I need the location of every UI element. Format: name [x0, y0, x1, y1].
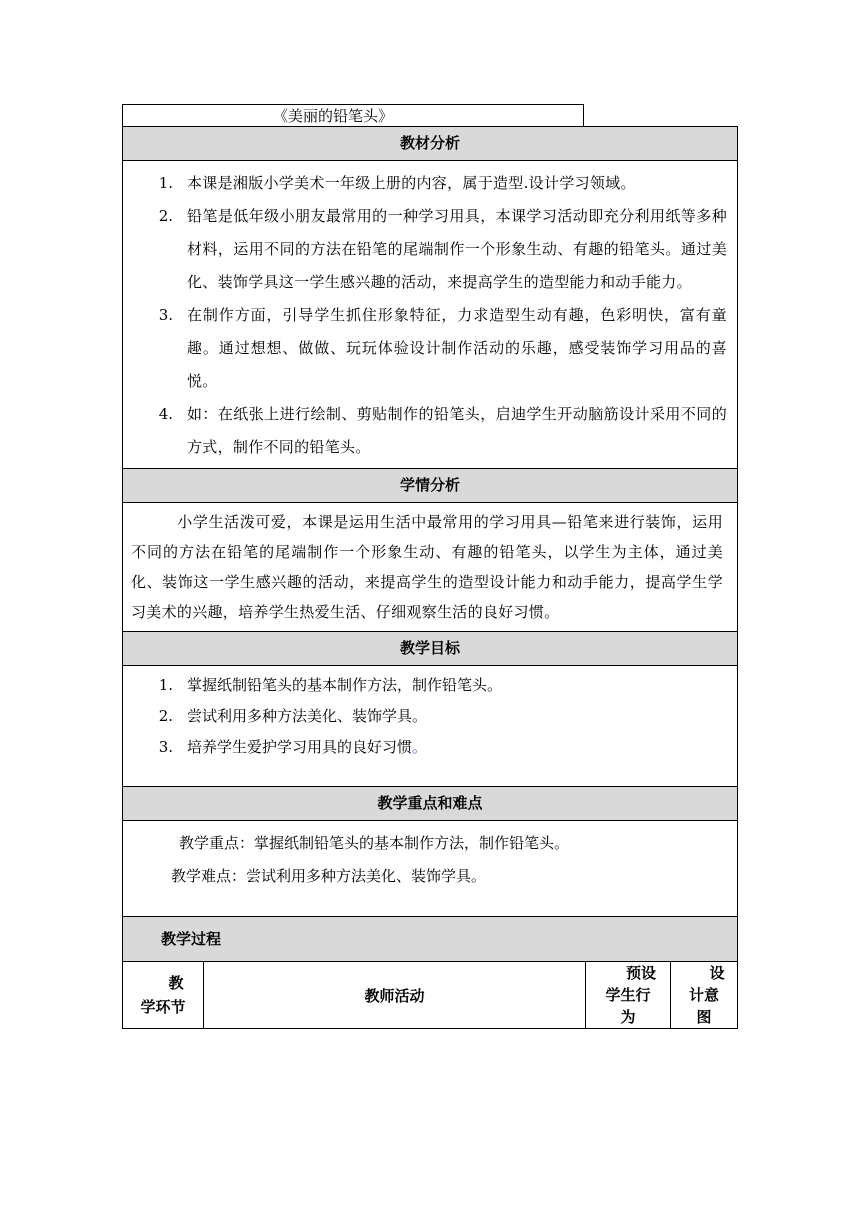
- list-item: [123, 732, 727, 763]
- teaching-goals: [123, 666, 737, 787]
- item-text: 本课是湘版小学美术一年级上册的内容，属于造型.设计学习领域。: [187, 174, 636, 192]
- section-header-learner: 学情分析: [123, 469, 737, 503]
- list-item: [123, 670, 727, 701]
- lesson-plan-table: [122, 126, 738, 1029]
- item-text: 掌握纸制铅笔头的基本制作方法，制作铅笔头。: [187, 676, 503, 694]
- item-number: 4.: [158, 405, 173, 423]
- column-student-line: 为: [620, 1008, 636, 1026]
- column-student-line: 学生行: [605, 986, 651, 1004]
- table-header-row: [123, 962, 737, 1028]
- section-header-goals: 教学目标: [123, 632, 737, 666]
- item-text: 培养学生爱护学习用具的良好习惯: [187, 738, 413, 756]
- section-header-material: 教材分析: [123, 127, 737, 161]
- item-text: 铅笔是低年级小朋友最常用的一种学习用具，本课学习活动即充分利用纸等多种材料，运用不同的方法在铅笔的尾端制作一个形象生动、有趣的铅笔头。通过美化、装饰学具这一学生感兴趣的活动，来提高学生的造型能力和动手能力。: [187, 207, 727, 291]
- list-item: [123, 200, 727, 299]
- list-item: [123, 398, 727, 464]
- teaching-difficulty: 教学难点：尝试利用多种方法美化、装饰学具。: [171, 867, 487, 885]
- column-stage-line: 学环节: [140, 998, 186, 1016]
- list-item: [123, 299, 727, 398]
- item-text: 如：在纸张上进行绘制、剪贴制作的铅笔头，启迪学生开动脑筋设计采用不同的方式，制作不同的铅笔头。: [187, 405, 727, 456]
- column-intent-line: 计意: [688, 986, 719, 1004]
- material-analysis: [123, 161, 737, 469]
- item-number: 2.: [158, 207, 173, 225]
- item-number: 3.: [158, 306, 173, 324]
- teaching-focus: 教学重点：掌握纸制铅笔头的基本制作方法，制作铅笔头。: [179, 834, 570, 852]
- document-title: 《美丽的铅笔头》: [122, 104, 584, 126]
- process-table: [123, 962, 737, 1028]
- column-intent-line: 设: [709, 964, 725, 982]
- column-student: [586, 962, 671, 1028]
- column-teacher: 教师活动: [204, 962, 586, 1028]
- item-number: 3.: [158, 738, 173, 756]
- list-item: [123, 167, 727, 200]
- item-number: 1.: [158, 676, 173, 694]
- column-student-line: 预设: [625, 964, 656, 982]
- key-points: [123, 821, 737, 917]
- item-number: 2.: [158, 707, 173, 725]
- column-intent: [671, 962, 738, 1028]
- column-stage-line: 教: [168, 974, 184, 992]
- learner-text: 小学生活泼可爱，本课是运用生活中最常用的学习用具—铅笔来进行装饰，运用不同的方法在铅笔的尾端制作一个形象生动、有趣的铅笔头，以学生为主体，通过美化、装饰这一学生感兴趣的活动，来提高学生的造型设计能力和动手能力，提高学生学习美术的兴趣，培养学生热爱生活、仔细观察生活的良好习惯。: [131, 513, 723, 621]
- section-header-keypoints: 教学重点和难点: [123, 787, 737, 821]
- item-text: 尝试利用多种方法美化、装饰学具。: [187, 707, 428, 725]
- item-text: 在制作方面，引导学生抓住形象特征，力求造型生动有趣，色彩明快，富有童趣。通过想想、做做、玩玩体验设计制作活动的乐趣，感受装饰学习用品的喜悦。: [187, 306, 727, 390]
- list-item: [123, 701, 727, 732]
- column-intent-line: 图: [696, 1008, 712, 1026]
- column-stage: [123, 962, 204, 1028]
- item-number: 1.: [158, 174, 173, 192]
- section-header-process: 教学过程: [123, 917, 737, 962]
- learner-analysis: [123, 503, 737, 632]
- item-suffix: 。: [412, 738, 428, 756]
